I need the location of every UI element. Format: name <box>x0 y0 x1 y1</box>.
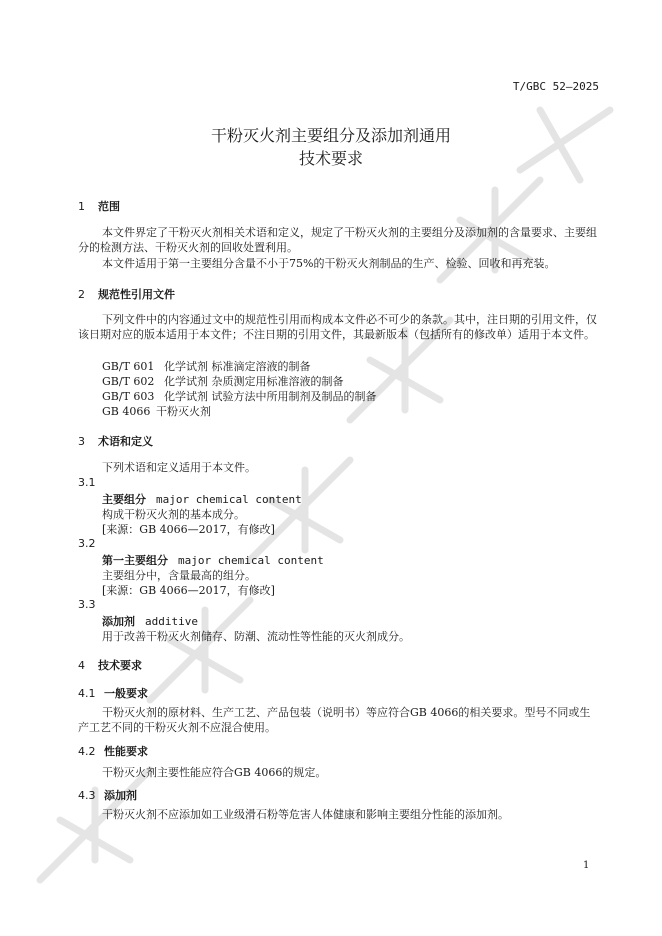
terms-intro-paragraph: 下列术语和定义适用于本文件。 <box>102 461 256 474</box>
subsection-4-2-heading <box>78 743 148 759</box>
term-name-zh: 主要组分 <box>102 493 146 506</box>
subsection-number: 4.3 <box>78 789 96 802</box>
general-requirements-paragraph: 干粉灭火剂的原材料、生产工艺、产品包装（说明书）等应符合GB 4066的相关要求。型号不同或生产工艺不同的干粉灭火剂不应混合使用。 <box>78 706 591 734</box>
section-2-heading <box>78 286 175 302</box>
reference-title: 化学试剂 标准滴定溶液的制备 <box>164 360 311 373</box>
section-title: 范围 <box>98 200 120 213</box>
term-name <box>102 613 198 629</box>
reference-code: GB/T 603 <box>102 390 155 403</box>
term-name-zh: 第一主要组分 <box>102 554 168 567</box>
reference-code: GB 4066 <box>102 405 151 418</box>
term-source: [来源：GB 4066—2017，有修改] <box>102 584 275 597</box>
term-number: 3.1 <box>78 476 96 489</box>
term-name-en: major chemical content <box>178 554 324 567</box>
term-definition: 构成干粉灭火剂的基本成分。 <box>102 508 245 521</box>
reference-item <box>102 388 377 404</box>
reference-item <box>102 358 311 374</box>
additive-paragraph: 干粉灭火剂不应添加如工业级滑石粉等危害人体健康和影响主要组分性能的添加剂。 <box>102 808 509 821</box>
section-title: 术语和定义 <box>98 435 153 448</box>
section-title: 技术要求 <box>98 659 142 672</box>
section-3-heading <box>78 433 153 449</box>
subsection-4-1-heading <box>78 685 148 701</box>
reference-title: 化学试剂 杂质测定用标准溶液的制备 <box>164 375 344 388</box>
section-number: 3 <box>78 435 85 448</box>
term-name <box>102 552 324 568</box>
document-title-line2: 技术要求 <box>298 149 363 168</box>
subsection-number: 4.1 <box>78 687 96 700</box>
section-number: 2 <box>78 288 85 301</box>
scope-paragraph-1: 本文件界定了干粉灭火剂相关术语和定义，规定了干粉灭火剂的主要组分及添加剂的含量要求、主要组分的检测方法、干粉灭火剂的回收处置利用。 <box>78 226 597 254</box>
term-name-en: major chemical content <box>156 493 302 506</box>
section-number: 1 <box>78 200 85 213</box>
reference-title: 干粉灭火剂 <box>156 405 211 418</box>
normative-references-paragraph: 下列文件中的内容通过文中的规范性引用而构成本文件必不可少的条款。其中，注日期的引用文件，仅该日期对应的版本适用于本文件；不注日期的引用文件，其最新版本（包括所有的修改单）适用于本文件。 <box>78 313 597 341</box>
section-title: 规范性引用文件 <box>98 288 175 301</box>
term-name-en: additive <box>145 615 198 628</box>
section-4-heading <box>78 657 142 673</box>
reference-item <box>102 373 344 389</box>
subsection-title: 一般要求 <box>104 687 148 700</box>
page-number: 1 <box>583 860 590 871</box>
subsection-number: 4.2 <box>78 745 96 758</box>
subsection-title: 性能要求 <box>104 745 148 758</box>
reference-code: GB/T 602 <box>102 375 155 388</box>
subsection-4-3-heading <box>78 787 137 803</box>
section-1-heading <box>78 198 120 214</box>
term-definition: 用于改善干粉灭火剂储存、防潮、流动性等性能的灭火剂成分。 <box>102 630 410 643</box>
term-name <box>102 491 302 507</box>
reference-title: 化学试剂 试验方法中所用制剂及制品的制备 <box>164 390 377 403</box>
reference-code: GB/T 601 <box>102 360 155 373</box>
term-source: [来源：GB 4066—2017，有修改] <box>102 523 275 536</box>
reference-item <box>102 403 211 419</box>
standard-number: T/GBC 52—2025 <box>512 80 599 93</box>
term-number: 3.2 <box>78 537 96 550</box>
term-definition: 主要组分中，含量最高的组分。 <box>102 569 256 582</box>
term-name-zh: 添加剂 <box>102 615 135 628</box>
section-number: 4 <box>78 659 85 672</box>
performance-requirements-paragraph: 干粉灭火剂主要性能应符合GB 4066的规定。 <box>102 766 327 779</box>
document-title-line1: 干粉灭火剂主要组分及添加剂通用 <box>210 126 451 145</box>
scope-paragraph-2: 本文件适用于第一主要组分含量不小于75%的干粉灭火剂制品的生产、检验、回收和再充装。 <box>102 257 556 270</box>
subsection-title: 添加剂 <box>104 789 137 802</box>
term-number: 3.3 <box>78 598 96 611</box>
